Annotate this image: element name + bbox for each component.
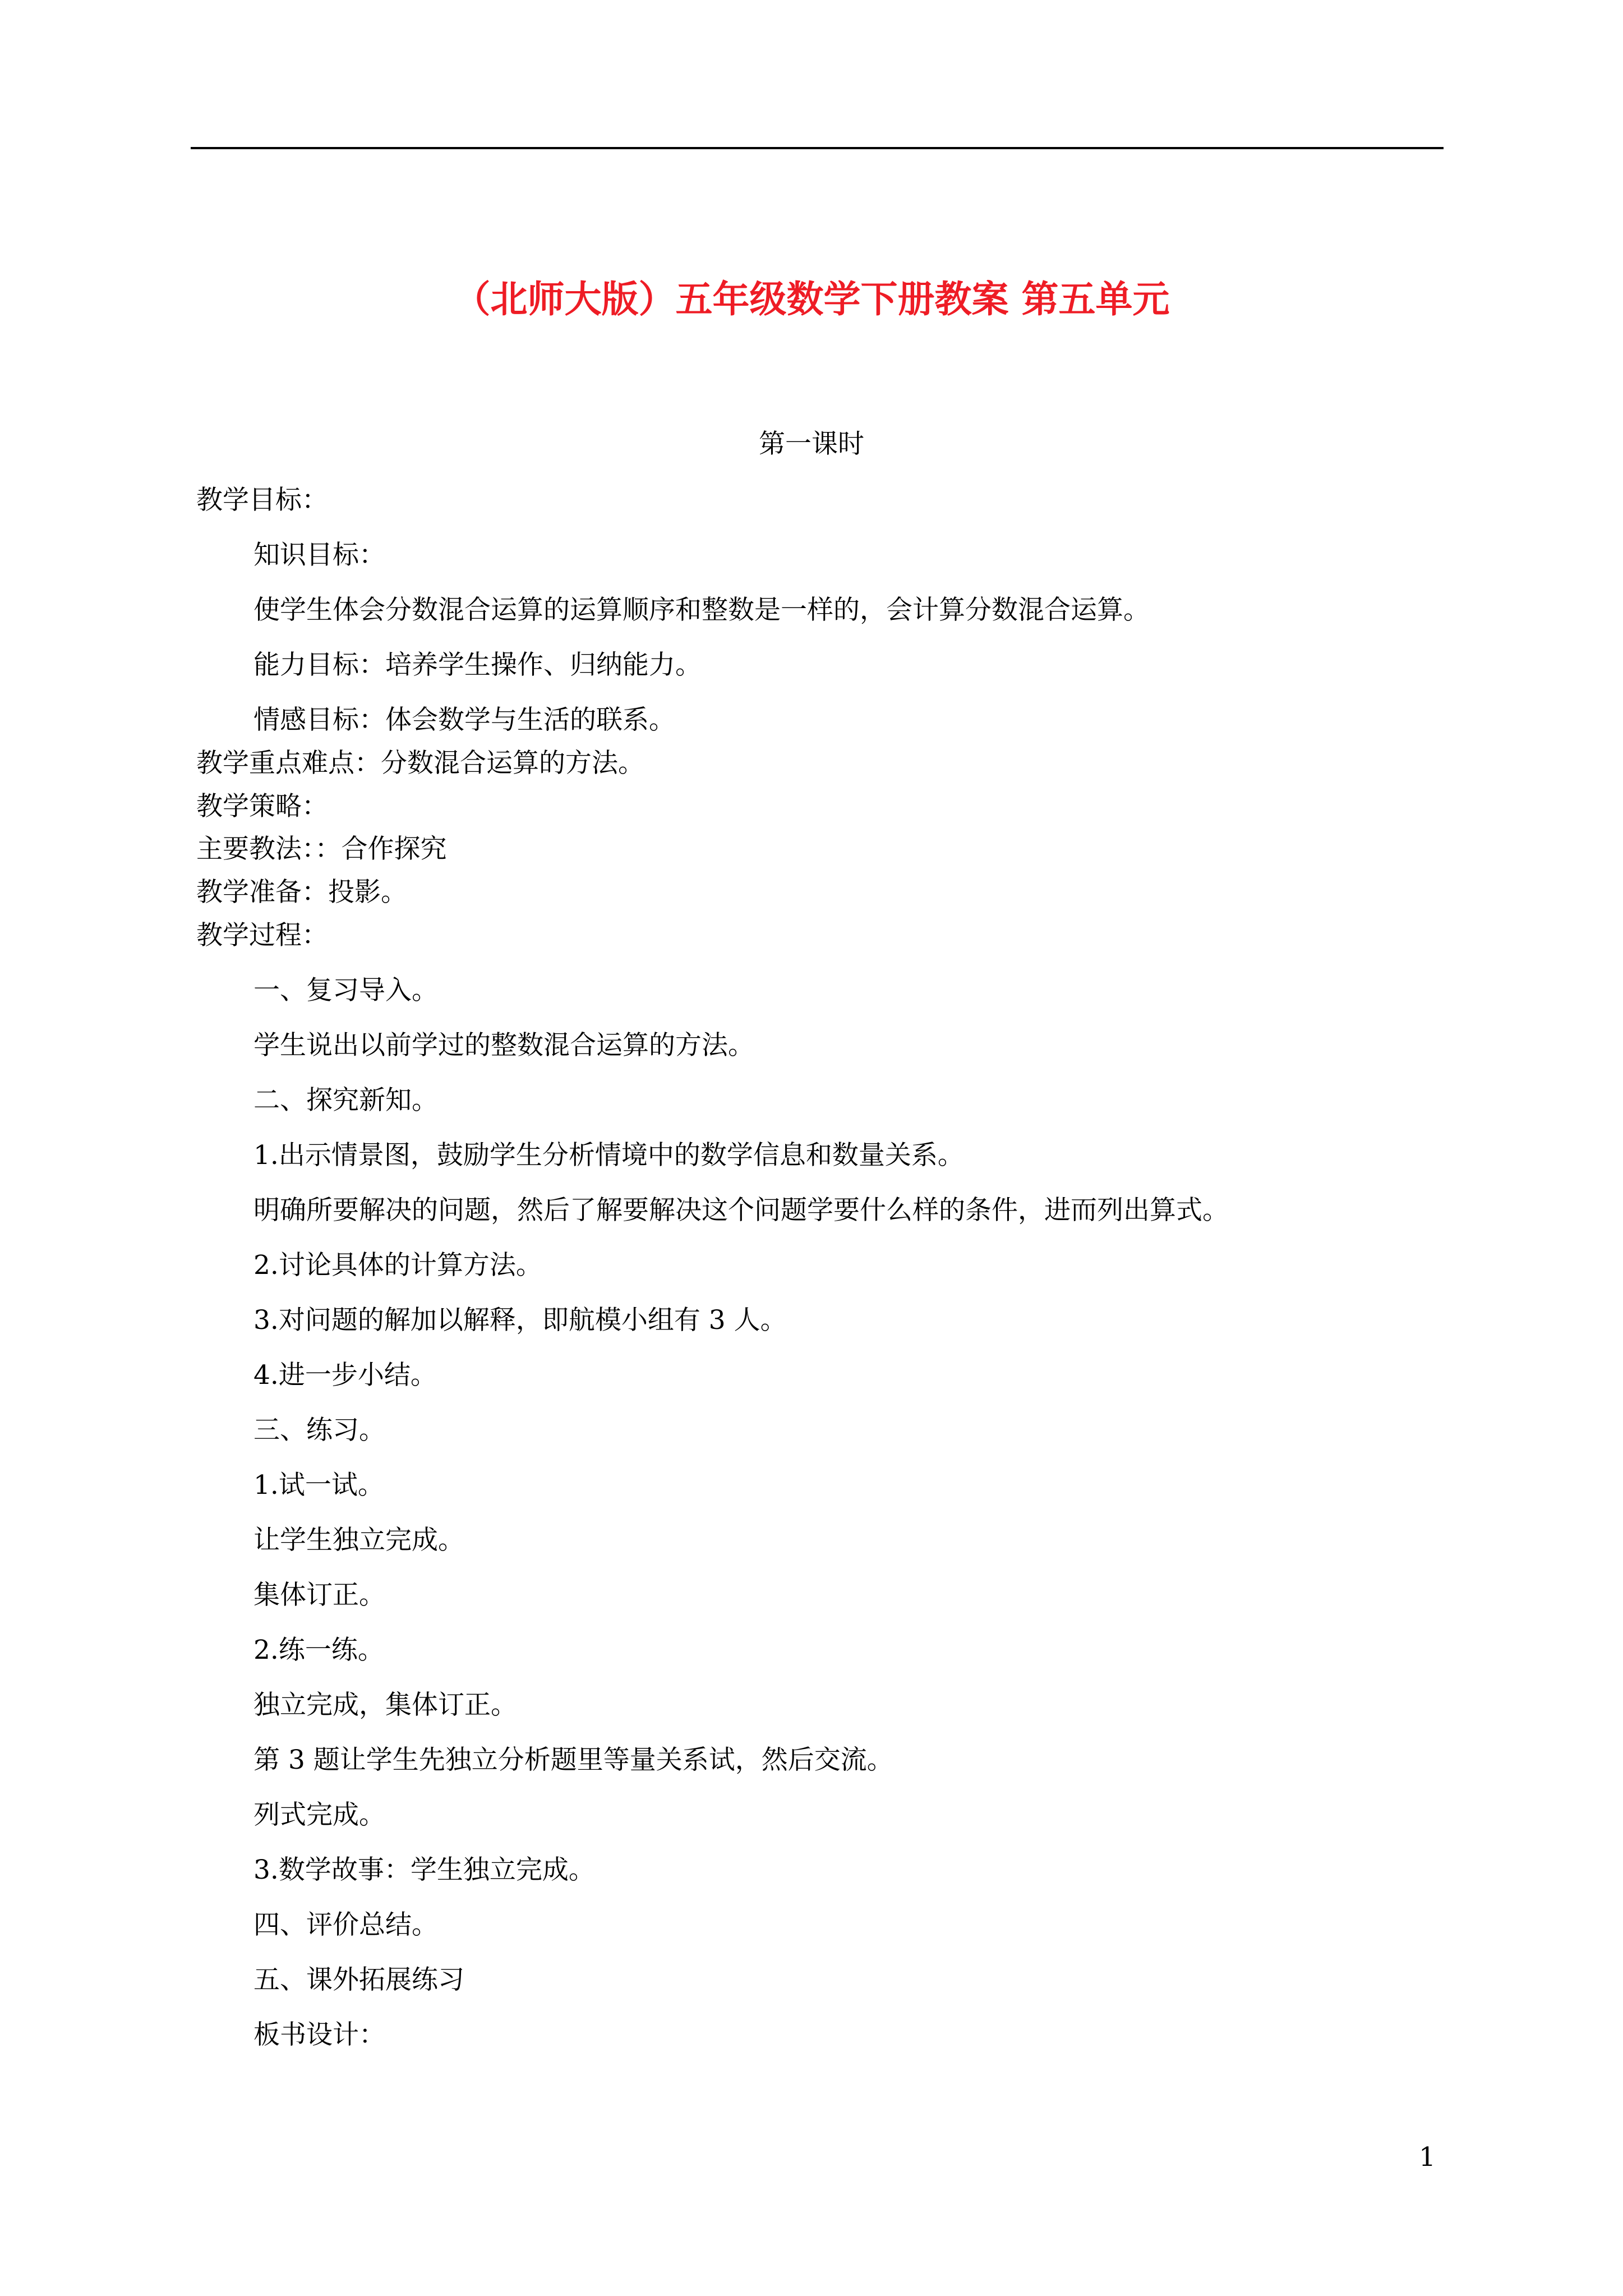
text-line: 集体订正。 xyxy=(253,1580,385,1611)
text-line: 1.试一试。 xyxy=(253,1470,384,1501)
text-line: 1.出示情景图，鼓励学生分析情境中的数学信息和数量关系。 xyxy=(253,1140,964,1171)
text-line: 独立完成，集体订正。 xyxy=(253,1690,517,1720)
text-line: 明确所要解决的问题，然后了解要解决这个问题学要什么样的条件，进而列出算式。 xyxy=(253,1195,1229,1226)
text-line: 3.对问题的解加以解释，即航模小组有 3 人。 xyxy=(253,1305,787,1336)
page-number: 1 xyxy=(1419,2142,1436,2173)
text-line: 2.讨论具体的计算方法。 xyxy=(253,1250,542,1281)
text-line: 教学目标： xyxy=(196,485,328,516)
text-line: 教学策略： xyxy=(196,791,328,822)
text-line: 五、课外拓展练习 xyxy=(253,1964,464,1995)
text-line: 4.进一步小结。 xyxy=(253,1360,437,1391)
text-line: 教学重点难点：分数混合运算的方法。 xyxy=(196,748,644,779)
text-line: 一、复习导入。 xyxy=(253,975,438,1006)
document-title: （北师大版）五年级数学下册教案 第五单元 xyxy=(453,277,1170,321)
text-line: 能力目标：培养学生操作、归纳能力。 xyxy=(253,650,702,680)
text-line: 教学准备：投影。 xyxy=(196,877,407,908)
text-line: 3.数学故事：学生独立完成。 xyxy=(253,1855,595,1885)
text-line: 板书设计： xyxy=(253,2019,385,2050)
text-line: 2.练一练。 xyxy=(253,1635,384,1665)
header-rule xyxy=(191,147,1444,149)
text-line: 第 3 题让学生先独立分析题里等量关系试，然后交流。 xyxy=(253,1745,893,1775)
text-line: 主要教法：：合作探究 xyxy=(196,834,447,864)
text-line: 二、探究新知。 xyxy=(253,1085,438,1116)
text-line: 让学生独立完成。 xyxy=(253,1525,464,1556)
lesson-heading: 第一课时 xyxy=(759,429,864,459)
text-line: 三、练习。 xyxy=(253,1415,385,1446)
text-line: 四、评价总结。 xyxy=(253,1910,438,1940)
text-line: 情感目标：体会数学与生活的联系。 xyxy=(253,705,675,735)
text-line: 教学过程： xyxy=(196,920,328,951)
text-line: 使学生体会分数混合运算的运算顺序和整数是一样的，会计算分数混合运算。 xyxy=(253,595,1150,625)
text-line: 学生说出以前学过的整数混合运算的方法。 xyxy=(253,1030,754,1061)
text-line: 列式完成。 xyxy=(253,1800,385,1830)
text-line: 知识目标： xyxy=(253,540,385,570)
